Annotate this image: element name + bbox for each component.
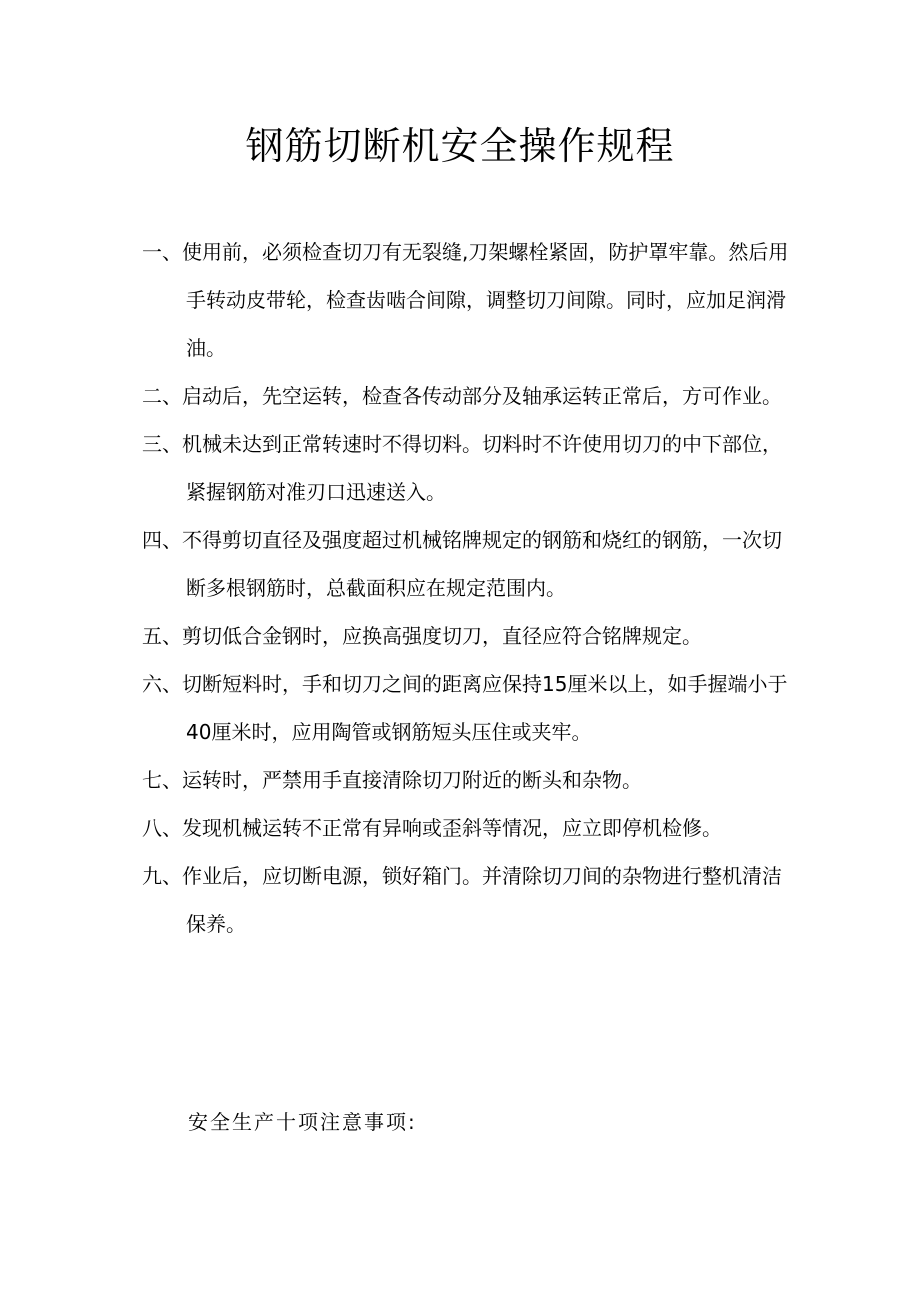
rule-item-5: 五、剪切低合金钢时，应换高强度切刀，直径应符合铭牌规定。 [142, 624, 702, 648]
rule-item-3: 三、机械未达到正常转速时不得切料。切料时不许使用切刀的中下部位，紧握钢筋对准刃口迅速送入。 [142, 432, 782, 504]
notice-heading: 安全生产十项注意事项: [188, 1110, 417, 1134]
rule-item-4: 四、不得剪切直径及强度超过机械铭牌规定的钢筋和烧红的钢筋，一次切断多根钢筋时，总截面积应在规定范围内。 [142, 528, 782, 600]
rule-item-2: 二、启动后，先空运转，检查各传动部分及轴承运转正常后，方可作业。 [142, 384, 782, 408]
rule-item-8: 八、发现机械运转不正常有异响或歪斜等情况，应立即停机检修。 [142, 816, 722, 840]
rule-item-6: 六、切断短料时，手和切刀之间的距离应保持15厘米以上，如手握端小于40厘米时，应用陶管或钢筋短头压住或夹牢。 [142, 672, 788, 744]
rule-item-7: 七、运转时，严禁用手直接清除切刀附近的断头和杂物。 [142, 768, 642, 792]
rule-item-9: 九、作业后，应切断电源，锁好箱门。并清除切刀间的杂物进行整机清洁保养。 [142, 864, 782, 936]
rules-list [138, 228, 798, 948]
rule-item-1: 一、使用前，必须检查切刀有无裂缝,刀架螺栓紧固，防护罩牢靠。然后用手转动皮带轮，检查齿啮合间隙，调整切刀间隙。同时，应加足润滑油。 [142, 240, 789, 360]
page-title: 钢筋切断机安全操作规程 [245, 124, 675, 168]
